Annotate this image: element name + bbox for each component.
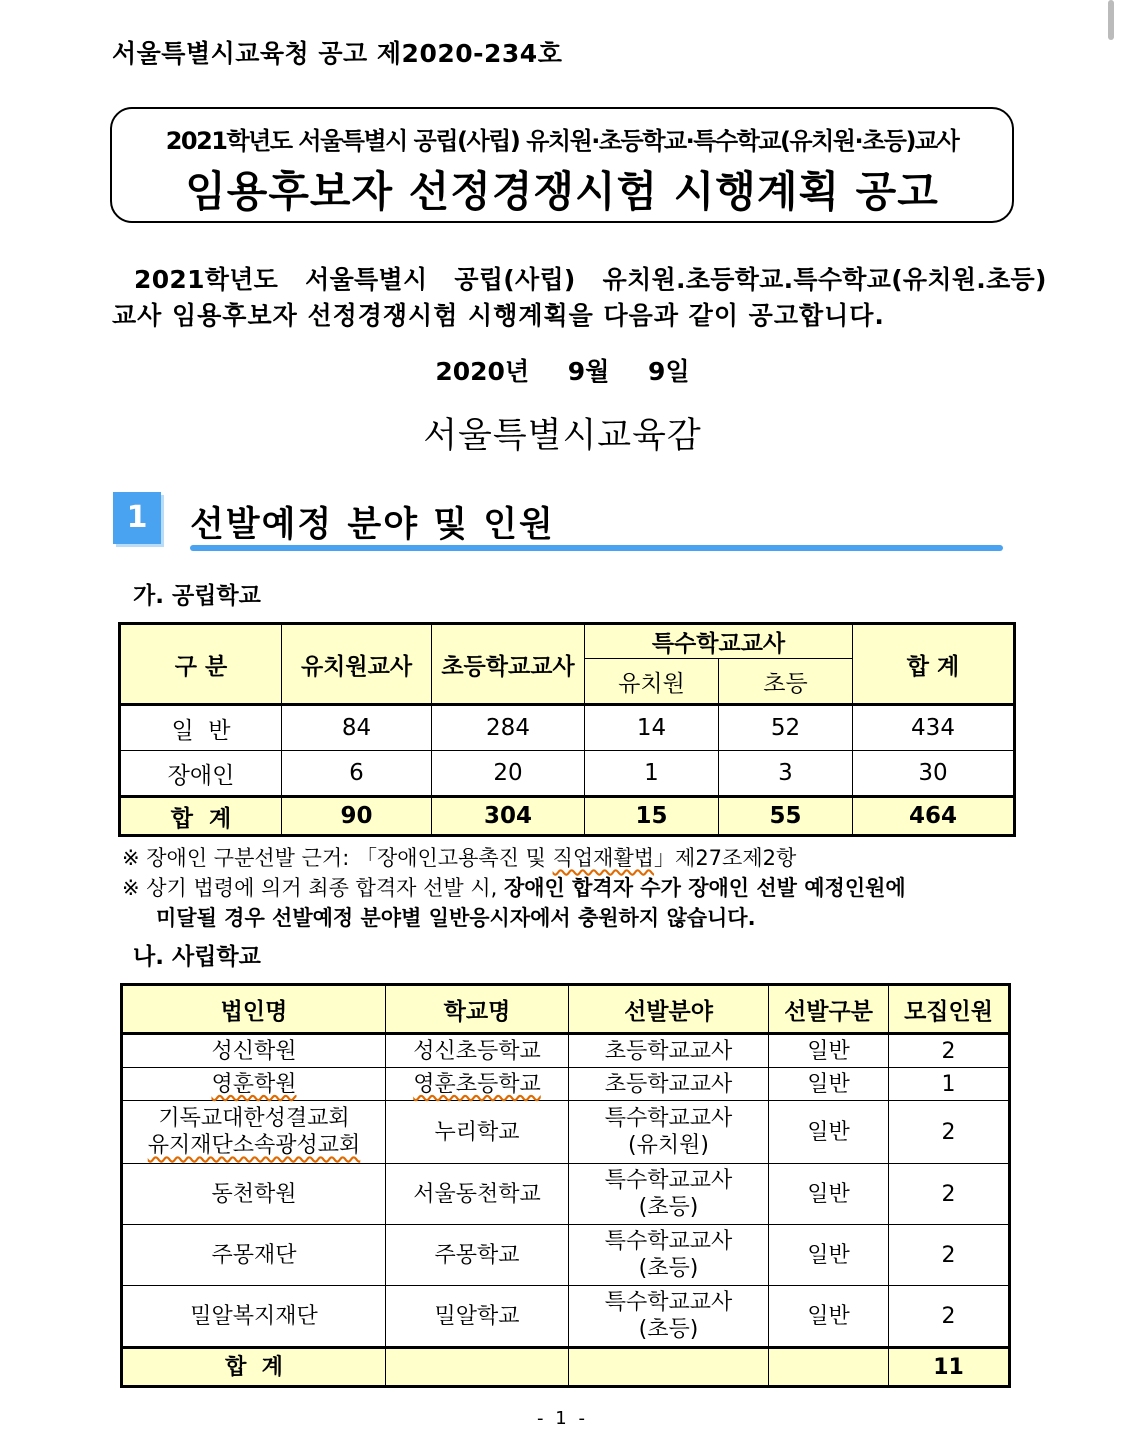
section-underline xyxy=(190,545,1003,551)
page-number: - 1 - xyxy=(537,1408,588,1429)
header-type: 선발구분 xyxy=(769,985,889,1034)
cell-general-special-kinder: 14 xyxy=(585,705,719,751)
intro-line-1: 2021학년도 서울특별시 공립(사립) 유치원.초등학교.특수학교(유치원.초등) xyxy=(134,265,1047,294)
cell-sum-elem: 304 xyxy=(432,797,585,836)
cell-sum-special-elem: 55 xyxy=(719,797,853,836)
row-label-sum: 합 계 xyxy=(120,797,282,836)
table-row: 동천학원 서울동천학교 특수학교교사 (초등) 일반 2 xyxy=(122,1164,1010,1225)
announcement-date: 2020년 9월 9일 xyxy=(435,357,690,386)
title-box xyxy=(110,107,1014,223)
spellcheck-squiggle: 영훈초등학교 xyxy=(413,1071,541,1097)
cell-sum-count: 11 xyxy=(889,1348,1010,1387)
cell-sum-kinder: 90 xyxy=(282,797,432,836)
table-row: 성신학원 성신초등학교 초등학교교사 일반 2 xyxy=(122,1034,1010,1068)
public-school-table xyxy=(118,622,1016,837)
header-elementary-teacher: 초등학교교사 xyxy=(432,624,585,705)
intro-paragraph xyxy=(112,262,1047,334)
header-category: 구 분 xyxy=(120,624,282,705)
cell-disabled-total: 30 xyxy=(853,751,1015,797)
announcement-number: 서울특별시교육청 공고 제2020-234호 xyxy=(112,39,563,68)
scrollbar-thumb[interactable] xyxy=(1108,0,1114,40)
header-total: 합 계 xyxy=(853,624,1015,705)
table-row: 주몽재단 주몽학교 특수학교교사 (초등) 일반 2 xyxy=(122,1225,1010,1286)
notes xyxy=(122,843,1017,933)
signer: 서울특별시교육감 xyxy=(423,416,702,456)
section-title: 선발예정 분야 및 인원 xyxy=(190,505,555,545)
private-school-table xyxy=(120,983,1011,1388)
header-special-elementary: 초등 xyxy=(719,659,853,705)
row-label-general: 일 반 xyxy=(120,705,282,751)
table-row: 영훈학원 영훈초등학교 초등학교교사 일반 1 xyxy=(122,1068,1010,1101)
cell-sum-special-kinder: 15 xyxy=(585,797,719,836)
header-special-teacher: 특수학교교사 xyxy=(585,624,853,659)
cell-general-total: 434 xyxy=(853,705,1015,751)
header-field: 선발분야 xyxy=(569,985,769,1034)
spellcheck-squiggle: 직업재활법 xyxy=(552,846,655,870)
header-count: 모집인원 xyxy=(889,985,1010,1034)
header-special-kindergarten: 유치원 xyxy=(585,659,719,705)
title-main: 임용후보자 선정경쟁시험 시행계획 공고 xyxy=(185,167,939,216)
header-kindergarten-teacher: 유치원교사 xyxy=(282,624,432,705)
table-row: 기독교대한성결교회 유지재단소속광성교회 누리학교 특수학교교사 (유치원) 일반 2 xyxy=(122,1101,1010,1164)
cell-disabled-elem: 20 xyxy=(432,751,585,797)
table-row: 밀알복지재단 밀알학교 특수학교교사 (초등) 일반 2 xyxy=(122,1286,1010,1348)
cell-disabled-special-elem: 3 xyxy=(719,751,853,797)
note-selection-rule: ※ 상기 법령에 의거 최종 합격자 선발 시, 장애인 합격자 수가 장애인 선발 예정인원에 xyxy=(122,876,906,900)
intro-line-2: 교사 임용후보자 선정경쟁시험 시행계획을 다음과 같이 공고합니다. xyxy=(112,301,885,330)
cell-general-special-elem: 52 xyxy=(719,705,853,751)
section-number-badge: 1 xyxy=(113,492,161,544)
row-label-sum: 합 계 xyxy=(122,1348,386,1387)
spellcheck-squiggle: 유지재단소속광성교회 xyxy=(147,1133,361,1158)
public-school-heading: 가. 공립학교 xyxy=(133,583,261,609)
cell-disabled-kinder: 6 xyxy=(282,751,432,797)
spellcheck-squiggle: 영훈학원 xyxy=(211,1071,297,1097)
cell-disabled-special-kinder: 1 xyxy=(585,751,719,797)
cell-sum-total: 464 xyxy=(853,797,1015,836)
note-legal-basis: ※ 장애인 구분선발 근거: 「장애인고용촉진 및 직업재활법」제27조제2항 xyxy=(122,846,797,870)
header-corporation: 법인명 xyxy=(122,985,386,1034)
header-school: 학교명 xyxy=(386,985,569,1034)
private-school-heading: 나. 사립학교 xyxy=(133,944,261,970)
row-label-disabled: 장애인 xyxy=(120,751,282,797)
title-subtitle: 2021학년도 서울특별시 공립(사립) 유치원·초등학교·특수학교(유치원·초등)교사 xyxy=(165,127,959,155)
note-selection-rule-cont: 미달될 경우 선발예정 분야별 일반응시자에서 충원하지 않습니다. xyxy=(156,906,756,930)
cell-general-kinder: 84 xyxy=(282,705,432,751)
cell-general-elem: 284 xyxy=(432,705,585,751)
